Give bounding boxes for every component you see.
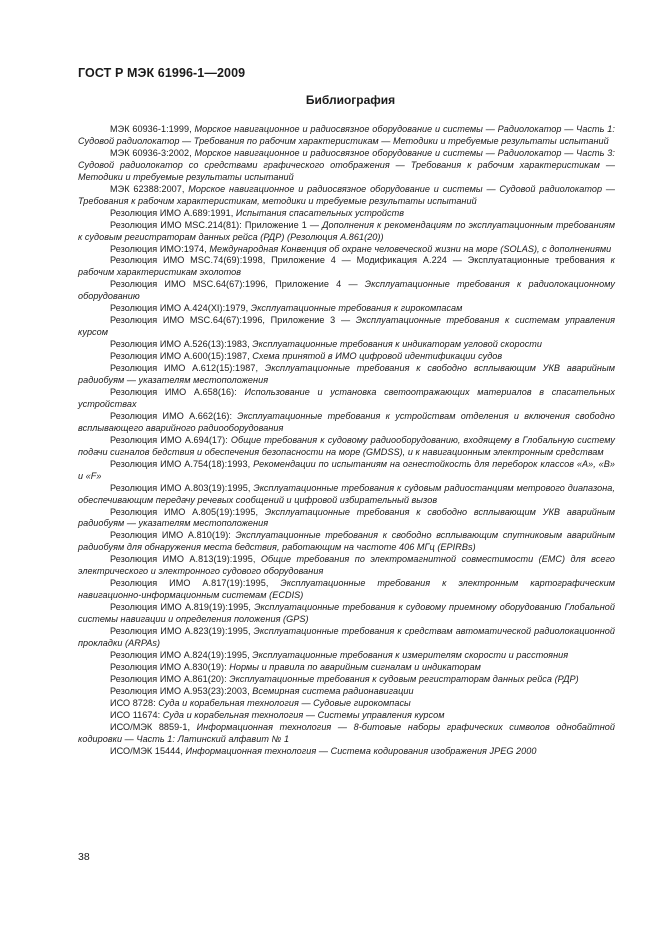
bibliography-entry	[78, 710, 615, 722]
entry-title: Морское навигационное и радиосвязное оборудование и системы — Радиолокатор — Часть 3: Судовой радиолокатор со средствами графического отображения — Требования к рабочим характеристикам — Методики и требуемые результаты испытаний	[78, 147, 615, 182]
entry-reference: Резолюция ИМО А.830(19):	[110, 661, 230, 672]
bibliography-entry	[78, 746, 615, 758]
entry-reference: Резолюция ИМО А.810(19):	[110, 530, 236, 541]
bibliography-entry	[78, 148, 615, 184]
entry-reference: Резолюция ИМО А.817(19):1995,	[110, 578, 281, 589]
entry-reference: МЭК 62388:2007,	[110, 183, 189, 194]
entry-title: Эксплуатационные требования к судовым радиостанциям метрового диапазона, обеспечивающим передачу речевых сообщений и цифровой избирательный вызов	[78, 482, 615, 505]
bibliography-entry	[78, 662, 615, 674]
entry-title: Эксплуатационные требования к измерителям скорости и расстояния	[252, 649, 569, 660]
entry-reference: Резолюция ИМО MSC.214(81): Приложение 1 —	[110, 219, 323, 230]
document-header-code: ГОСТ Р МЭК 61996-1—2009	[78, 66, 246, 80]
entry-title: Эксплуатационные требования к системам управления курсом	[78, 315, 615, 338]
entry-title: Эксплуатационные требования к судовым регистраторам данных рейса (РДР)	[229, 673, 579, 684]
bibliography-entry	[78, 255, 615, 279]
entry-reference: Резолюция ИМО:1974,	[110, 243, 210, 254]
entry-reference: МЭК 60936-3:2002,	[110, 147, 195, 158]
entry-reference: Резолюция ИМО А.824(19):1995,	[110, 649, 253, 660]
entry-title: Информационная технология — Система кодирования изображения JPEG 2000	[185, 745, 537, 756]
bibliography-entry	[78, 411, 615, 435]
bibliography-entry	[78, 578, 615, 602]
entry-title: Эксплуатационные требования к электронным картографическим навигационно-информационным системам (ECDIS)	[78, 578, 615, 601]
bibliography-entry	[78, 698, 615, 710]
page-number: 38	[78, 851, 90, 863]
entry-title: Общие требования к судовому радиооборудованию, входящему в Глобальную систему подачи сигналов бедствия и обеспечения безопасности на море (GMDSS), и к навигационным электронным средствам	[78, 434, 615, 457]
bibliography-entry	[78, 351, 615, 363]
bibliography-entry	[78, 387, 615, 411]
entry-title: Рекомендации по испытаниям на огнестойкость для переборок классов «А», «В» и «F»	[78, 458, 615, 481]
entry-reference: Резолюция ИМО А.819(19):1995,	[110, 602, 255, 613]
page-title: Библиография	[305, 93, 396, 107]
entry-reference: Резолюция ИМО А.803(19):1995,	[110, 482, 254, 493]
entry-title: Дополнения к рекомендациям по эксплуатационным требованиям к судовым регистраторам данных рейса (РДР) (Резолюция А.861(20))	[78, 219, 615, 242]
entry-title: Международная Конвенция об охране человеческой жизни на море (SOLAS), с дополнениями	[209, 243, 612, 254]
bibliography-entry	[78, 435, 615, 459]
bibliography-list	[78, 124, 615, 758]
entry-reference: Резолюция ИМО А.662(16):	[110, 410, 238, 421]
bibliography-entry	[78, 686, 615, 698]
bibliography-entry	[78, 722, 615, 746]
entry-reference: Резолюция ИМО А.689:1991,	[110, 207, 236, 218]
entry-reference: Резолюция ИМО MSC.64(67):1996, Приложение 4 —	[110, 279, 365, 290]
entry-reference: Резолюция ИМО А.424(XI):1979,	[110, 303, 251, 314]
entry-reference: МЭК 60936-1:1999,	[110, 124, 195, 134]
entry-reference: Резолюция ИМО А.612(15):1987,	[110, 363, 265, 374]
bibliography-entry	[78, 339, 615, 351]
entry-title: Эксплуатационные требования к устройствам отделения и включения свободно всплывающего аварийного радиооборудования	[78, 410, 615, 433]
entry-reference: ИСО/МЭК 15444,	[110, 745, 186, 756]
entry-title: Эксплуатационные требования к радиолокационному оборудованию	[78, 279, 615, 302]
entry-reference: Резолюция ИМО А.813(19):1995,	[110, 554, 261, 565]
entry-reference: Резолюция ИМО А.694(17):	[110, 434, 231, 445]
bibliography-entry	[78, 650, 615, 662]
bibliography-entry	[78, 208, 615, 220]
bibliography-entry	[78, 554, 615, 578]
entry-title: Эксплуатационные требования к свободно всплывающим спутниковым аварийным радиобуям для обнаружения места бедствия, работающим на частоте 406 МГц (EPIRBs)	[78, 530, 616, 553]
entry-reference: Резолюция ИМО А.805(19):1995,	[110, 506, 265, 517]
bibliography-entry	[78, 315, 615, 339]
bibliography-entry	[78, 244, 615, 256]
entry-reference: Резолюция ИМО А.754(18):1993,	[110, 458, 254, 469]
bibliography-entry	[78, 220, 615, 244]
bibliography-entry	[78, 507, 615, 531]
entry-title: Использование и установка светоотражающих материалов в спасательных устройствах	[78, 386, 615, 409]
entry-title: к рабочим характеристикам эхолотов	[78, 255, 615, 278]
bibliography-entry	[78, 184, 615, 208]
entry-title: Морское навигационное и радиосвязное оборудование и системы — Судовой радиолокатор — Требования к рабочим характеристикам, методики и требуемые результаты испытаний	[78, 183, 615, 206]
bibliography-entry	[78, 303, 615, 315]
entry-title: Суда и корабельная технология — Системы управления курсом	[162, 709, 445, 720]
entry-reference: Резолюция ИМО MSC.64(67):1996, Приложение 3 —	[110, 315, 356, 326]
entry-title: Эксплуатационные требования к свободно всплывающим УКВ аварийным радиобуям — указателям местоположения	[78, 363, 615, 386]
bibliography-entry	[78, 459, 615, 483]
bibliography-entry	[78, 626, 615, 650]
bibliography-entry	[78, 483, 615, 507]
entry-reference: Резолюция ИМО MSC.74(69):1998, Приложение 4 — Модификация А.224 — Эксплуатационные требования	[110, 255, 611, 266]
bibliography-entry	[78, 530, 615, 554]
bibliography-entry	[78, 279, 615, 303]
bibliography-entry	[78, 124, 615, 148]
entry-title: Морское навигационное и радиосвязное оборудование и системы — Радиолокатор — Часть 1: Судовой радиолокатор — Требования по рабочим характеристикам — Методики и требуемые результаты испытаний	[78, 124, 615, 146]
entry-title: Эксплуатационные требования к средствам автоматической радиолокационной прокладки (ARPAs)	[78, 626, 615, 648]
entry-reference: Резолюция ИМО А.658(16):	[110, 386, 245, 397]
bibliography-entry	[78, 602, 615, 626]
entry-reference: Резолюция ИМО А.953(23):2003,	[110, 685, 253, 696]
entry-reference: Резолюция ИМО А.861(20):	[110, 673, 230, 684]
entry-title: Испытания спасательных устройств	[235, 207, 405, 218]
entry-title: Эксплуатационные требования к судовому приемному оборудованию Глобальной системы навигации и определения положения (GPS)	[78, 602, 615, 625]
bibliography-entry	[78, 363, 615, 387]
entry-title: Информационная технология — 8-битовые наборы графических символов однобайтной кодировки — Часть 1: Латинский алфавит № 1	[78, 721, 616, 744]
entry-title: Суда и корабельная технология — Судовые гирокомпасы	[158, 697, 411, 708]
entry-reference: ИСО 8728:	[110, 697, 159, 708]
entry-title: Эксплуатационные требования к свободно всплывающим УКВ аварийным радиобуям — указателям местоположения	[78, 506, 615, 529]
bibliography-entry	[78, 674, 615, 686]
entry-reference: Резолюция ИМО А.526(13):1983,	[110, 339, 253, 350]
entry-title: Всемирная система радионавигации	[252, 685, 414, 696]
entry-reference: Резолюция ИМО А.600(15):1987,	[110, 351, 253, 362]
entry-reference: Резолюция ИМО А.823(19):1995,	[110, 626, 254, 637]
entry-title: Схема принятой в ИМО цифровой идентификации судов	[252, 351, 503, 362]
entry-title: Нормы и правила по аварийным сигналам и индикаторам	[229, 661, 481, 672]
entry-reference: ИСО/МЭК 8859-1,	[110, 721, 197, 732]
entry-title: Общие требования по электромагнитной совместимости (EMC) для всего электрического и электронного судового оборудования	[78, 554, 615, 577]
entry-title: Эксплуатационные требования к гирокомпасам	[250, 303, 463, 314]
entry-title: Эксплуатационные требования к индикаторам угловой скорости	[252, 339, 543, 350]
entry-reference: ИСО 11674:	[110, 709, 163, 720]
